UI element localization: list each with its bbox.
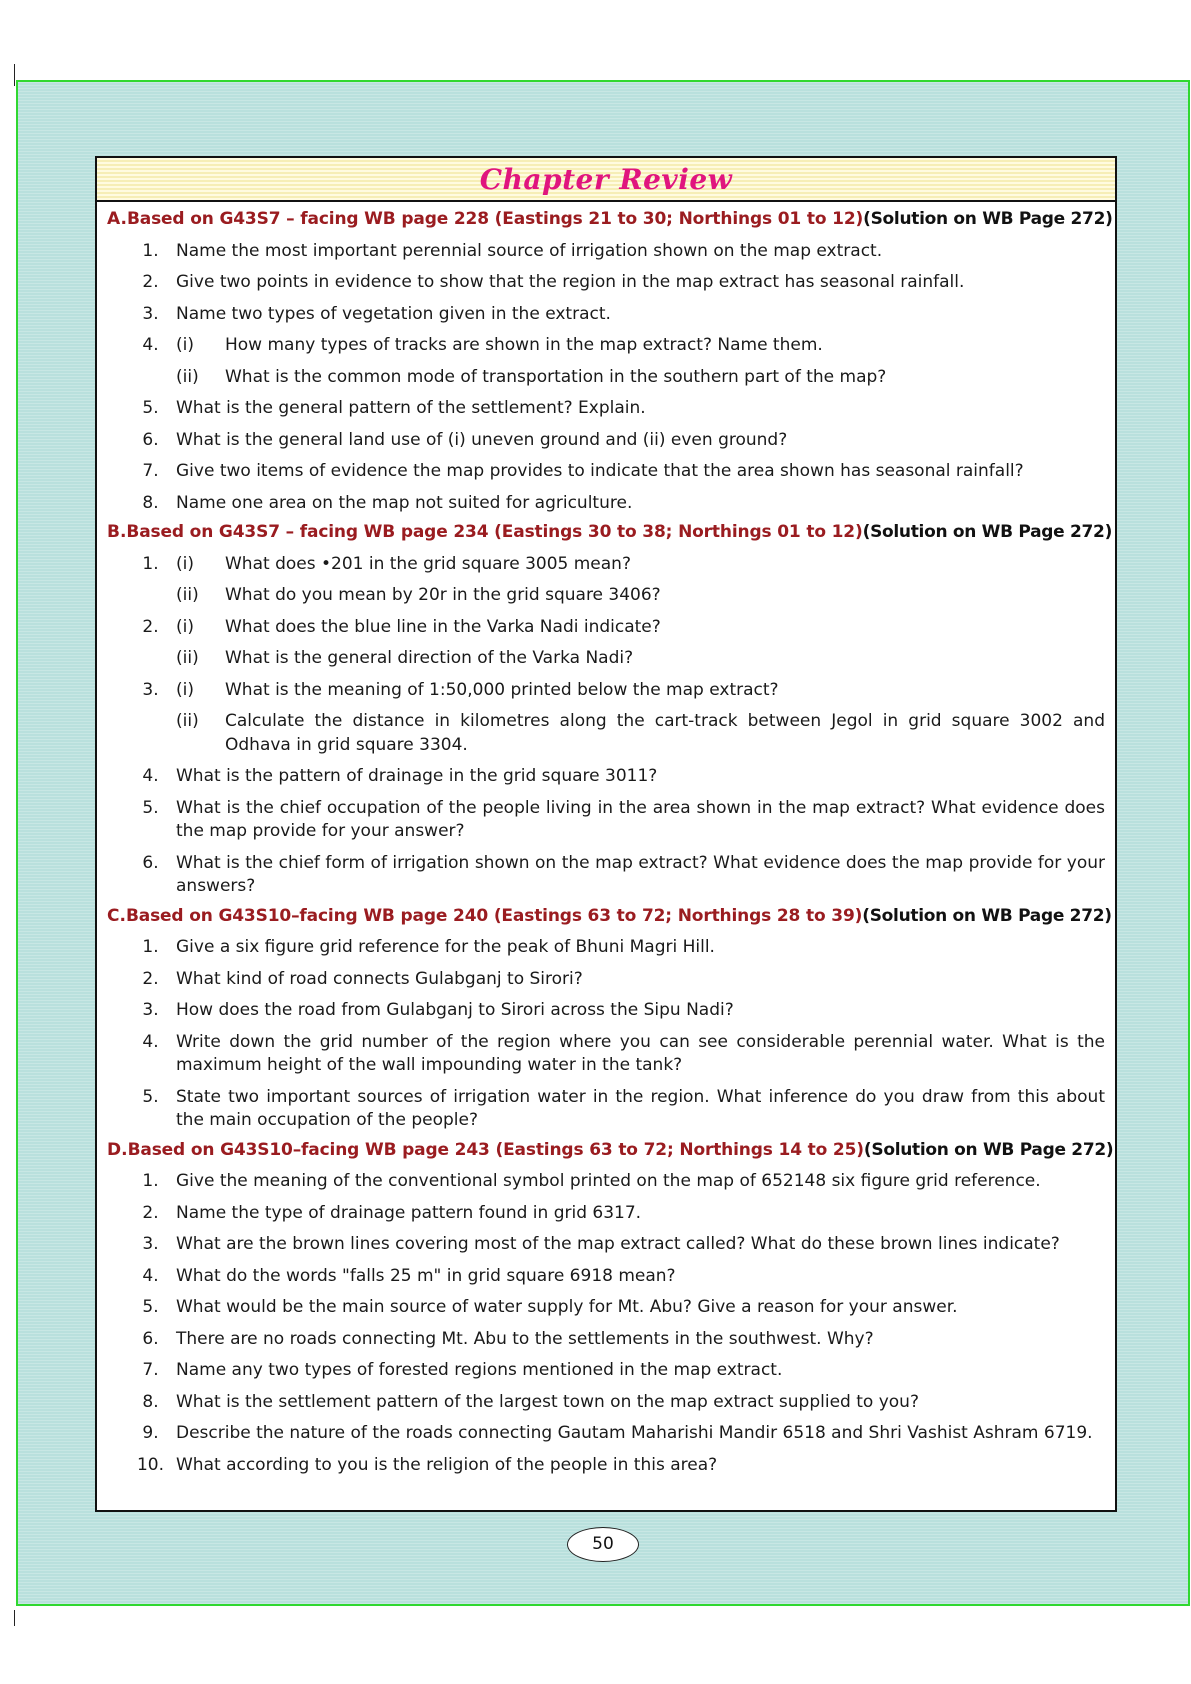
question-number: 5. [142, 797, 159, 818]
question-number: 8. [142, 1391, 159, 1412]
question-text: Describe the nature of the roads connecting Gautam Maharishi Mandir 6518 and Shri Vashist Ashram 6719. [176, 1423, 1093, 1443]
question-item [107, 584, 1105, 608]
question-text: How does the road from Gulabganj to Sirori across the Sipu Nadi? [176, 1000, 734, 1020]
sub-question-text: What do you mean by 20r in the grid square 3406? [225, 585, 661, 605]
question-item [107, 334, 1105, 358]
section-letter: D. [107, 1139, 128, 1160]
question-number: 1. [142, 240, 159, 261]
question-text: State two important sources of irrigation water in the region. What inference do you draw from this about the main occupation of the people? [176, 1086, 1105, 1130]
question-number: 1. [142, 553, 159, 574]
question-number: 5. [142, 398, 159, 418]
question-item [107, 616, 1105, 640]
question-number: 3. [142, 1000, 159, 1020]
section-heading [107, 1139, 1114, 1163]
section-solution-ref: (Solution on WB Page 272) [863, 1139, 1114, 1160]
question-text: What is the general land use of (i) uneven ground and (ii) even ground? [176, 429, 788, 450]
section-title [128, 1139, 1114, 1163]
question-text: Write down the grid number of the region where you can see considerable perennial water. What is the maximum height of the wall impounding water in the tank? [176, 1031, 1105, 1075]
question-item [107, 647, 1105, 671]
sub-question-number: (ii) [176, 648, 199, 668]
crop-mark-bottom [14, 1610, 15, 1626]
question-item [107, 1328, 1105, 1352]
question-number: 2. [142, 616, 159, 637]
question-number: 2. [142, 1202, 159, 1223]
sub-question-number: (ii) [176, 366, 199, 387]
question-number: 3. [142, 679, 159, 700]
section-heading-text: Based on G43S7 – facing WB page 234 (Eastings 30 to 38; Northings 01 to 12) [126, 522, 863, 542]
section-heading [107, 521, 1113, 545]
section-solution-ref: (Solution on WB Page 272) [862, 905, 1112, 926]
question-item [107, 852, 1105, 899]
question-text: Name any two types of forested regions mentioned in the map extract. [176, 1360, 783, 1380]
question-item [107, 1202, 1105, 1226]
question-item [107, 936, 1105, 960]
question-item [107, 1265, 1105, 1289]
question-number: 6. [142, 429, 159, 450]
question-item [107, 968, 1105, 992]
question-text: What do the words "falls 25 m" in grid square 6918 mean? [176, 1265, 676, 1286]
question-text: What according to you is the religion of the people in this area? [176, 1454, 718, 1475]
question-item [107, 999, 1105, 1023]
question-number: 4. [142, 335, 159, 355]
sub-question-text: What is the meaning of 1:50,000 printed below the map extract? [225, 679, 779, 700]
section-solution-ref: (Solution on WB Page 272) [863, 209, 1113, 229]
question-text: There are no roads connecting Mt. Abu to the settlements in the southwest. Why? [176, 1328, 874, 1349]
question-item [107, 797, 1105, 844]
section-title [126, 905, 1112, 929]
question-item [107, 1391, 1105, 1415]
sub-question-text: How many types of tracks are shown in the map extract? Name them. [225, 335, 823, 355]
question-text: Give the meaning of the conventional symbol printed on the map of 652148 six figure grid reference. [176, 1171, 1041, 1191]
sub-question-text: What does •201 in the grid square 3005 mean? [225, 553, 631, 574]
question-item [107, 460, 1105, 484]
sub-question-number: (i) [176, 335, 194, 355]
question-text: Name the type of drainage pattern found in grid 6317. [176, 1202, 642, 1223]
question-number: 1. [142, 937, 159, 957]
question-number: 7. [142, 1360, 159, 1380]
question-number: 6. [142, 852, 159, 873]
question-item [107, 1454, 1105, 1478]
question-number: 2. [142, 272, 159, 292]
question-text: Give two items of evidence the map provides to indicate that the area shown has seasonal rainfall? [176, 461, 1024, 481]
question-text: What is the chief form of irrigation shown on the map extract? What evidence does the map provide for your answers? [176, 852, 1105, 896]
section-letter: B. [107, 522, 127, 542]
chapter-review-box [95, 156, 1117, 1512]
question-text: What is the pattern of drainage in the grid square 3011? [176, 766, 658, 786]
question-number: 5. [142, 1297, 159, 1317]
question-text: What is the settlement pattern of the largest town on the map extract supplied to you? [176, 1391, 919, 1412]
question-item [107, 492, 1105, 516]
page-number: 50 [567, 1527, 639, 1562]
section-heading-text: Based on G43S10–facing WB page 240 (Eastings 63 to 72; Northings 28 to 39) [125, 905, 863, 926]
question-number: 10. [136, 1454, 165, 1475]
question-item [107, 303, 1105, 327]
question-text: What would be the main source of water supply for Mt. Abu? Give a reason for your answer. [176, 1297, 958, 1317]
question-item [107, 710, 1105, 757]
question-item [107, 366, 1105, 390]
question-text: Name two types of vegetation given in the extract. [176, 303, 611, 324]
question-item [107, 679, 1105, 703]
question-text: What kind of road connects Gulabganj to Sirori? [176, 968, 583, 989]
sub-question-text: What is the general direction of the Varka Nadi? [225, 648, 634, 668]
section-heading [107, 208, 1113, 232]
question-item [107, 1031, 1105, 1078]
crop-mark-top [14, 64, 15, 86]
question-text: Give a six figure grid reference for the peak of Bhuni Magri Hill. [176, 937, 715, 957]
question-item [107, 553, 1105, 577]
question-number: 6. [142, 1328, 159, 1349]
question-text: Give two points in evidence to show that the region in the map extract has seasonal rainfall. [176, 272, 965, 292]
question-number: 5. [142, 1086, 159, 1107]
question-list [97, 208, 1115, 1477]
sub-question-number: (ii) [176, 711, 199, 731]
section-letter: C. [107, 905, 126, 926]
question-item [107, 1170, 1105, 1194]
question-item [107, 397, 1105, 421]
question-number: 4. [142, 1031, 159, 1052]
question-item [107, 1233, 1105, 1257]
section-heading [107, 905, 1112, 929]
question-number: 7. [142, 461, 159, 481]
sub-question-number: (i) [176, 679, 194, 700]
sub-question-text: Calculate the distance in kilometres along the cart-track between Jegol in grid square 3002 and Odhava in grid square 3304. [225, 711, 1105, 755]
question-item [107, 1296, 1105, 1320]
section-title [127, 208, 1113, 232]
section-title [126, 521, 1112, 545]
sub-question-number: (i) [176, 616, 194, 637]
question-item [107, 240, 1105, 264]
question-number: 8. [142, 492, 159, 513]
question-text: What is the chief occupation of the people living in the area shown in the map extract? What evidence does the map provide for your answer? [176, 797, 1105, 841]
question-item [107, 1086, 1105, 1133]
question-item [107, 765, 1105, 789]
question-number: 4. [142, 766, 159, 786]
question-item [107, 271, 1105, 295]
question-item [107, 429, 1105, 453]
section-heading-text: Based on G43S10–facing WB page 243 (Eastings 63 to 72; Northings 14 to 25) [127, 1139, 864, 1160]
question-number: 2. [142, 968, 159, 989]
sub-question-text: What does the blue line in the Varka Nadi indicate? [225, 616, 661, 637]
sub-question-text: What is the common mode of transportation in the southern part of the map? [225, 366, 887, 387]
question-number: 9. [142, 1423, 159, 1443]
question-number: 1. [142, 1171, 159, 1191]
question-text: Name one area on the map not suited for agriculture. [176, 492, 633, 513]
question-text: What are the brown lines covering most of the map extract called? What do these brown lines indicate? [176, 1234, 1060, 1254]
question-number: 4. [142, 1265, 159, 1286]
page-title: Chapter Review [479, 163, 733, 196]
question-text: Name the most important perennial source of irrigation shown on the map extract. [176, 240, 883, 261]
question-item [107, 1422, 1105, 1446]
title-bar [97, 158, 1115, 202]
section-heading-text: Based on G43S7 – facing WB page 228 (Eastings 21 to 30; Northings 01 to 12) [126, 209, 864, 229]
section-solution-ref: (Solution on WB Page 272) [862, 522, 1113, 542]
question-number: 3. [142, 303, 159, 324]
question-item [107, 1359, 1105, 1383]
question-number: 3. [142, 1234, 159, 1254]
question-text: What is the general pattern of the settlement? Explain. [176, 398, 646, 418]
section-letter: A. [107, 209, 127, 229]
sub-question-number: (ii) [176, 585, 199, 605]
sub-question-number: (i) [176, 553, 194, 574]
